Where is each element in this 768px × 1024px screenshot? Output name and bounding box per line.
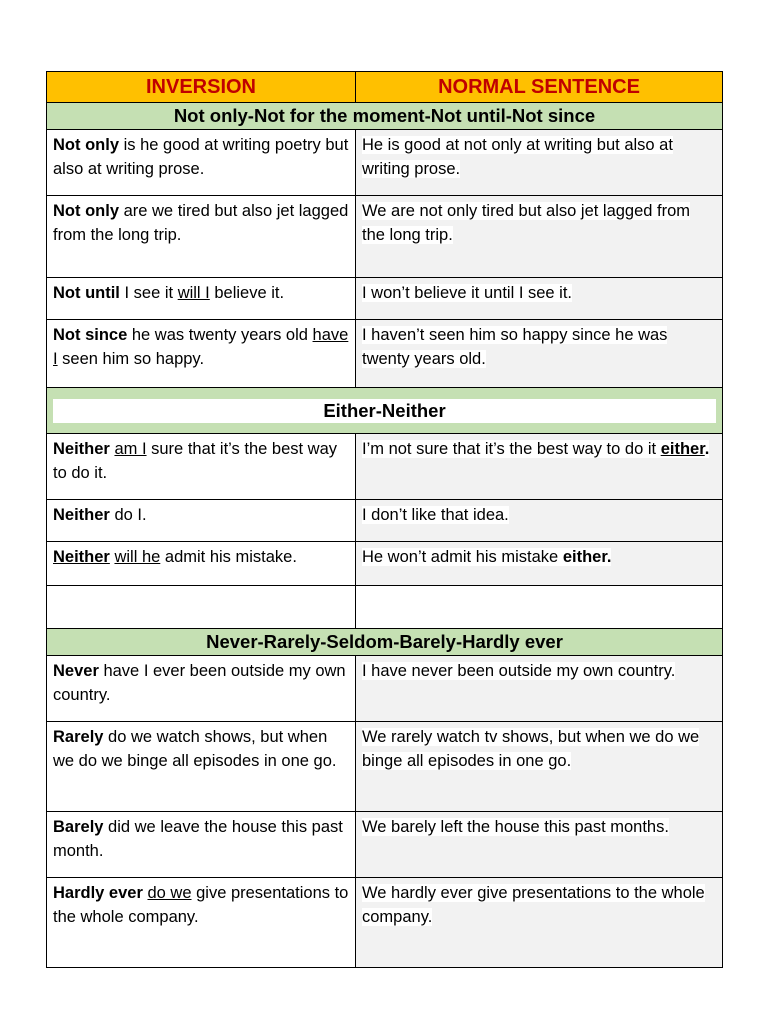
- cell-text: [53, 662, 346, 704]
- normal-cell: [356, 542, 722, 585]
- plain-text: have I ever been outside my own country.: [53, 662, 346, 704]
- auxiliary-text: will he: [114, 548, 161, 566]
- plain-text: I won’t believe it until I see it.: [362, 284, 573, 302]
- section-title: Not only-Not for the moment-Not until-Not since: [173, 105, 596, 126]
- section-heading: [47, 629, 722, 656]
- section-heading: [47, 388, 722, 434]
- table-row: [47, 878, 722, 967]
- inversion-cell: [47, 434, 356, 499]
- keyword-text: either.: [562, 548, 612, 566]
- normal-cell: [356, 434, 722, 499]
- normal-cell: [356, 130, 722, 195]
- header-inversion: INVERSION: [47, 72, 356, 102]
- plain-text: did we leave the house this past month.: [53, 818, 343, 860]
- table-row: [47, 656, 722, 722]
- normal-cell: [356, 196, 722, 277]
- plain-text: I have never been outside my own country.: [362, 662, 676, 680]
- keyword-text: Neither: [53, 548, 110, 566]
- cell-text: [53, 818, 343, 860]
- inversion-cell: [47, 196, 356, 277]
- plain-text: I see it: [119, 284, 178, 302]
- cell-text: [362, 728, 699, 770]
- inversion-cell: [47, 130, 356, 195]
- plain-text: We are not only tired but also jet lagged from the long trip.: [362, 202, 691, 244]
- inversion-cell: [47, 722, 356, 811]
- keyword-text: Rarely: [53, 728, 104, 746]
- table-row: [47, 500, 722, 542]
- inversion-cell: [47, 500, 356, 541]
- plain-text: He won’t admit his mistake: [362, 548, 563, 566]
- plain-text: I’m not sure that it’s the best way to do it: [362, 440, 661, 458]
- cell-text: [362, 326, 667, 368]
- cell-text: [362, 284, 572, 302]
- cell-text: [53, 548, 297, 566]
- keyword-text: .: [704, 440, 710, 458]
- cell-text: [362, 818, 669, 836]
- inversion-table: [46, 71, 723, 968]
- keyword-text: Hardly ever: [53, 884, 143, 902]
- normal-cell: [356, 878, 722, 967]
- keyword-text: Neither: [53, 506, 110, 524]
- plain-text: believe it.: [209, 284, 285, 302]
- table-row: [47, 130, 722, 196]
- table-row: [47, 434, 722, 500]
- normal-cell: [356, 278, 722, 319]
- plain-text: he was twenty years old: [127, 326, 313, 344]
- plain-text: We rarely watch tv shows, but when we do we binge all episodes in one go.: [362, 728, 700, 770]
- normal-cell: [356, 586, 722, 628]
- auxiliary-text: do we: [147, 884, 192, 902]
- keyword-text: Not only: [53, 202, 119, 220]
- inversion-cell: [47, 542, 356, 585]
- section-heading: [47, 103, 722, 130]
- normal-cell: [356, 656, 722, 721]
- plain-text: admit his mistake.: [160, 548, 297, 566]
- auxiliary-text: will I: [177, 284, 210, 302]
- table-row: [47, 320, 722, 388]
- cell-text: [362, 884, 705, 926]
- plain-text: He is good at not only at writing but also at writing prose.: [362, 136, 673, 178]
- normal-cell: [356, 320, 722, 387]
- cell-text: [362, 506, 509, 524]
- inversion-cell: [47, 320, 356, 387]
- cell-text: [362, 202, 690, 244]
- keyword-text: Not until: [53, 284, 120, 302]
- cell-text: [53, 202, 348, 244]
- table-row: [47, 196, 722, 278]
- header-normal-sentence: NORMAL SENTENCE: [356, 72, 722, 102]
- normal-cell: [356, 722, 722, 811]
- table-row: [47, 722, 722, 812]
- cell-text: [53, 728, 336, 770]
- cell-text: [53, 136, 348, 178]
- inversion-cell: [47, 878, 356, 967]
- plain-text: do we watch shows, but when we do we binge all episodes in one go.: [53, 728, 337, 770]
- keyword-text: Not since: [53, 326, 128, 344]
- table-header: [47, 72, 722, 103]
- table-row: [47, 542, 722, 586]
- table-row-empty: [47, 586, 722, 629]
- keyword-text: Barely: [53, 818, 104, 836]
- plain-text: sure that it’s the best way to do it.: [53, 440, 338, 482]
- inversion-cell: [47, 278, 356, 319]
- cell-text: [53, 440, 337, 482]
- keyword-text: Neither: [53, 440, 110, 458]
- table-row: [47, 278, 722, 320]
- plain-text: do I.: [109, 506, 147, 524]
- plain-text: is he good at writing poetry but also at writing prose.: [53, 136, 349, 178]
- section-title: Never-Rarely-Seldom-Barely-Hardly ever: [206, 631, 563, 652]
- keyword-text: Never: [53, 662, 99, 680]
- keyword-text: either: [660, 440, 705, 458]
- cell-text: [53, 284, 284, 302]
- table-row: [47, 812, 722, 878]
- plain-text: seen him so happy.: [57, 350, 205, 368]
- normal-cell: [356, 500, 722, 541]
- auxiliary-text: am I: [114, 440, 147, 458]
- cell-text: [362, 440, 709, 458]
- cell-text: [53, 884, 348, 926]
- plain-text: I don’t like that idea.: [362, 506, 509, 524]
- plain-text: give presentations to the whole company.: [53, 884, 349, 926]
- plain-text: are we tired but also jet lagged from the long trip.: [53, 202, 349, 244]
- cell-text: [53, 326, 348, 368]
- cell-text: [362, 548, 611, 566]
- plain-text: I haven’t seen him so happy since he was twenty years old.: [362, 326, 668, 368]
- cell-text: [362, 136, 673, 178]
- auxiliary-text: have I: [53, 326, 349, 368]
- normal-cell: [356, 812, 722, 877]
- inversion-cell: [47, 656, 356, 721]
- cell-text: [362, 662, 675, 680]
- cell-text: [53, 506, 147, 524]
- keyword-text: Not only: [53, 136, 119, 154]
- plain-text: We hardly ever give presentations to the whole company.: [362, 884, 705, 926]
- section-title: Either-Neither: [53, 399, 716, 423]
- inversion-cell: [47, 812, 356, 877]
- plain-text: We barely left the house this past months.: [362, 818, 669, 836]
- inversion-cell: [47, 586, 356, 628]
